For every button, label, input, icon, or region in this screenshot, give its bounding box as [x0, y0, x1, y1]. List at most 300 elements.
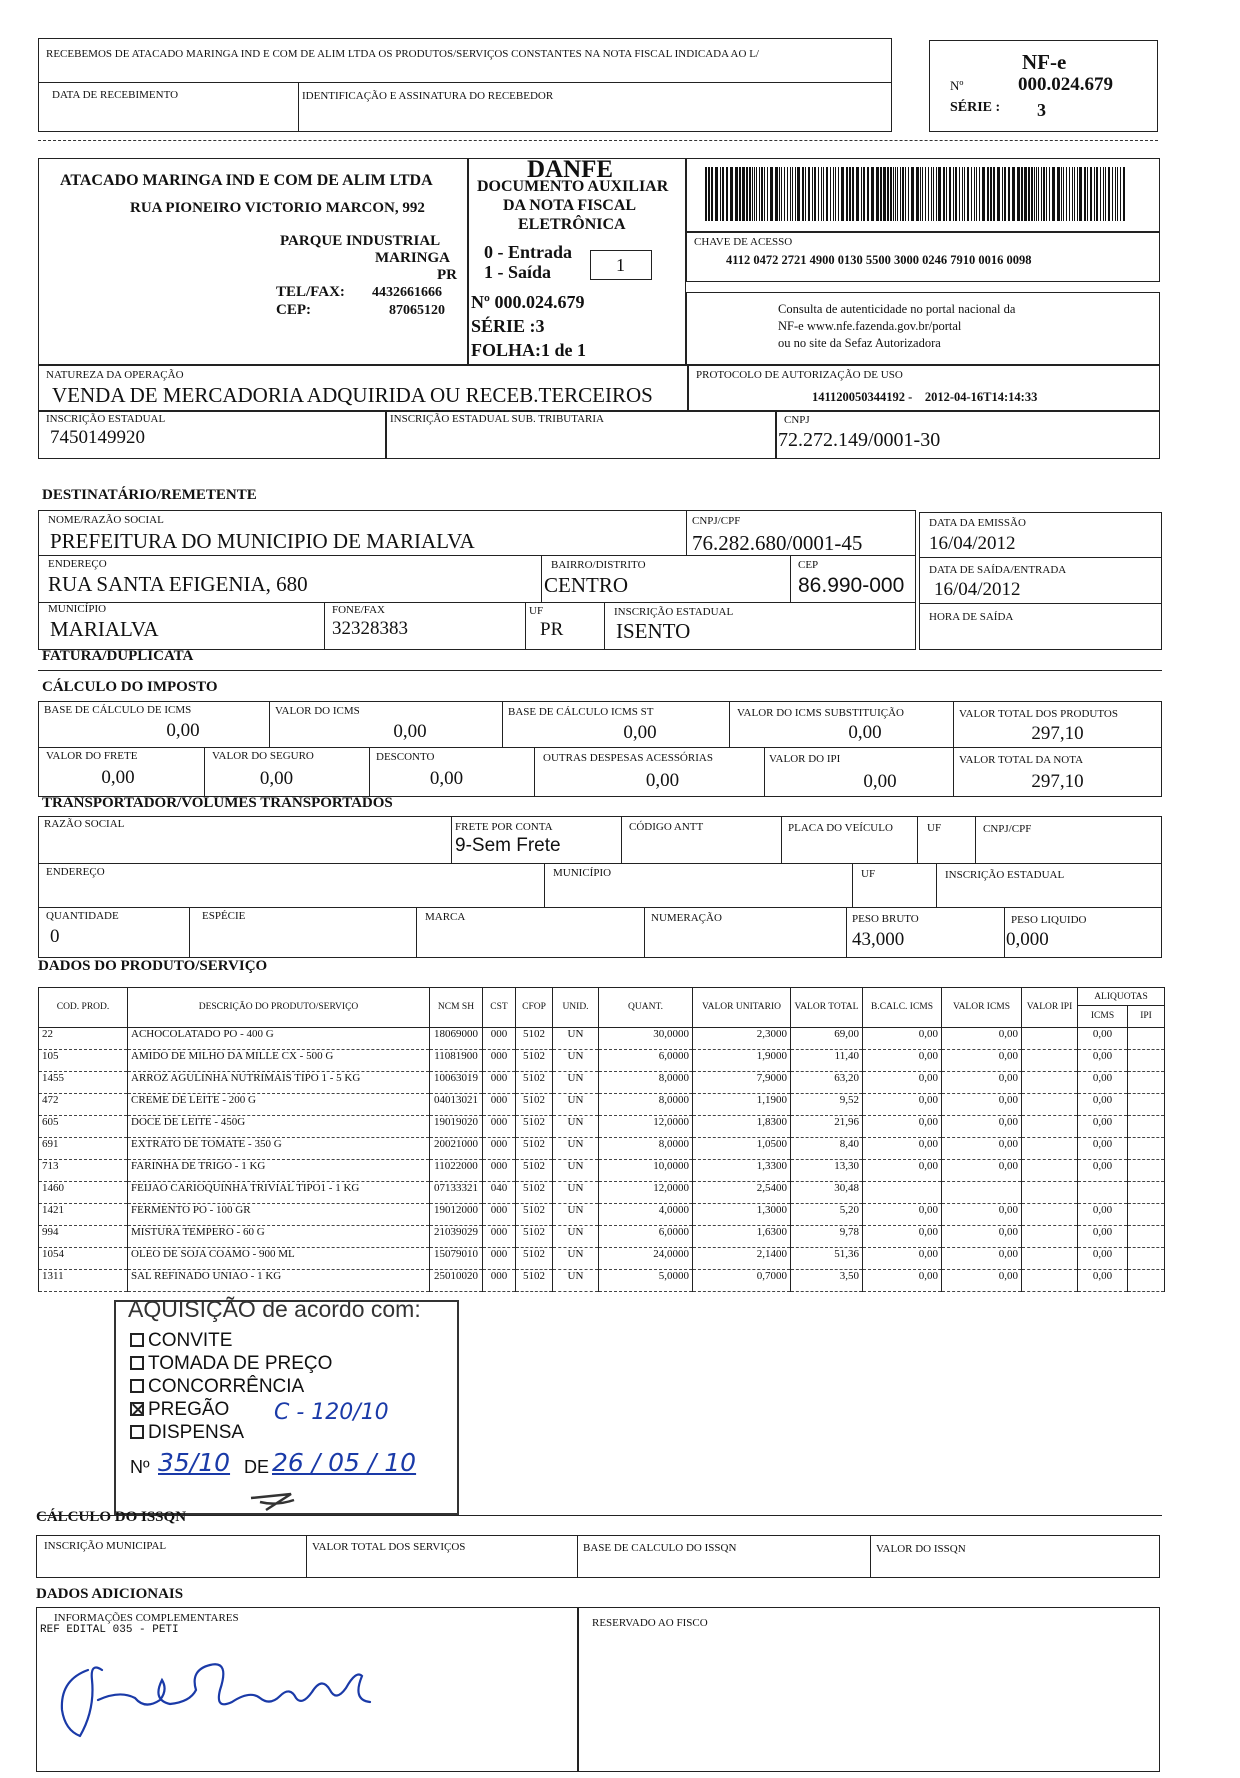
cell-cfop: 5102 — [516, 1182, 553, 1204]
cell-vtotal: 8,40 — [791, 1138, 863, 1160]
issqn-base-label: BASE DE CALCULO DO ISSQN — [583, 1542, 737, 1554]
cell-desc: ARROZ AGULINHA NUTRIMAIS TIPO 1 - 5 KG — [128, 1072, 430, 1094]
barcode-bar — [943, 167, 945, 221]
barcode-bar — [987, 167, 989, 221]
cell-vunit: 0,7000 — [693, 1270, 791, 1292]
barcode-bar — [846, 167, 848, 221]
issqn-im-label: INSCRIÇÃO MUNICIPAL — [44, 1540, 167, 1552]
hdr-vtotal: VALOR TOTAL — [791, 988, 863, 1028]
barcode-bar — [711, 167, 713, 221]
emitente-cidade: MARINGA — [375, 250, 450, 266]
nfe-numero: 000.024.679 — [1018, 74, 1113, 95]
cell-icms: 0,00 — [1078, 1116, 1128, 1138]
cell-vipi — [1022, 1094, 1078, 1116]
cell-ncm: 11081900 — [430, 1050, 483, 1072]
cell-vicms: 0,00 — [942, 1204, 1022, 1226]
barcode-bar — [726, 167, 728, 221]
cell-vunit: 1,6300 — [693, 1226, 791, 1248]
cell-cfop: 5102 — [516, 1072, 553, 1094]
canhoto-recebemos: RECEBEMOS DE ATACADO MARINGA IND E COM DE ALIM LTDA OS PRODUTOS/SERVIÇOS CONSTANTES NA NOTA FISCAL INDICADA AO L/ — [46, 48, 759, 60]
table-row — [39, 1072, 1165, 1094]
cell-icms — [1078, 1182, 1128, 1204]
emitente-cep-label: CEP: — [276, 302, 311, 318]
tr-antt-label: CÓDIGO ANTT — [629, 821, 704, 833]
cell-ncm: 21039029 — [430, 1226, 483, 1248]
cell-ipi — [1128, 1226, 1165, 1248]
hdr-aliq: ALIQUOTAS — [1078, 989, 1164, 1006]
barcode-bar — [920, 167, 921, 221]
barcode-bar — [730, 167, 733, 221]
cell-vicms: 0,00 — [942, 1028, 1022, 1050]
tr-v3 — [781, 816, 782, 863]
barcode-bar — [1021, 167, 1023, 221]
cell-vicms — [942, 1182, 1022, 1204]
barcode-bar — [974, 167, 975, 221]
cell-ncm: 15079010 — [430, 1248, 483, 1270]
hdr-unid: UNID. — [553, 988, 599, 1028]
hdr-cfop: CFOP — [516, 988, 553, 1028]
cell-icms: 0,00 — [1078, 1050, 1128, 1072]
barcode-bar — [1117, 167, 1118, 221]
cell-cod: 1421 — [39, 1204, 128, 1226]
chave-label: CHAVE DE ACESSO — [694, 236, 793, 248]
dest-ie: ISENTO — [616, 619, 691, 643]
cell-cfop: 5102 — [516, 1160, 553, 1182]
saida-label: DATA DE SAÍDA/ENTRADA — [929, 564, 1067, 576]
dest-cep-label: CEP — [798, 559, 819, 571]
dest-v5 — [525, 602, 526, 650]
table-row — [39, 1226, 1165, 1248]
cell-ncm: 11022000 — [430, 1160, 483, 1182]
dest-v2 — [541, 555, 542, 602]
table-row — [39, 1094, 1165, 1116]
barcode-bar — [949, 167, 951, 221]
dest-bairro-label: BAIRRO/DISTRITO — [551, 559, 646, 571]
checkbox-pregao-checked[interactable] — [130, 1402, 144, 1416]
barcode-bar — [871, 167, 874, 221]
hdr-vunit: VALOR UNITARIO — [693, 988, 791, 1028]
total-prod-label: VALOR TOTAL DOS PRODUTOS — [959, 708, 1118, 720]
tr-endereco-label: ENDEREÇO — [46, 866, 105, 878]
cell-desc: OLEO DE SOJA COAMO - 900 ML — [128, 1248, 430, 1270]
tr-peso-bruto-label: PESO BRUTO — [852, 913, 919, 925]
cell-quant: 12,0000 — [599, 1182, 693, 1204]
cell-desc: EXTRATO DE TOMATE - 350 G — [128, 1138, 430, 1160]
cell-vtotal: 69,00 — [791, 1028, 863, 1050]
stamp-date-value: 26 / 05 / 10 — [272, 1448, 417, 1477]
tr-v8 — [936, 863, 937, 907]
issqn-section: CÁLCULO DO ISSQN — [36, 1509, 187, 1525]
canhoto-vdivider — [298, 82, 299, 132]
cell-ipi — [1128, 1116, 1165, 1138]
cell-ncm: 19019020 — [430, 1116, 483, 1138]
cell-icms: 0,00 — [1078, 1226, 1128, 1248]
tr-v2 — [621, 816, 622, 863]
cell-ncm: 10063019 — [430, 1072, 483, 1094]
barcode-bar — [1108, 167, 1110, 221]
cell-cst: 000 — [483, 1116, 516, 1138]
cell-icms: 0,00 — [1078, 1072, 1128, 1094]
cell-ipi — [1128, 1050, 1165, 1072]
dest-row2-line — [38, 602, 916, 603]
danfe-serie: SÉRIE :3 — [471, 316, 545, 336]
barcode-bar — [1112, 167, 1113, 221]
cell-vunit: 1,1900 — [693, 1094, 791, 1116]
emissao-value: 16/04/2012 — [929, 533, 1016, 554]
barcode-bar — [823, 167, 824, 221]
barcode-bar — [890, 167, 892, 221]
cell-cst: 040 — [483, 1182, 516, 1204]
cell-cst: 000 — [483, 1248, 516, 1270]
barcode-bar — [876, 167, 879, 221]
barcode-bar — [852, 167, 854, 221]
barcode-bar — [849, 167, 851, 221]
cell-desc: DOCE DE LEITE - 450G — [128, 1116, 430, 1138]
transportador-section: TRANSPORTADOR/VOLUMES TRANSPORTADOS — [42, 795, 393, 811]
cell-vipi — [1022, 1270, 1078, 1292]
barcode-bar — [833, 167, 834, 221]
cell-quant: 6,0000 — [599, 1050, 693, 1072]
desconto-value: 0,00 — [429, 768, 464, 789]
barcode-bar — [1038, 167, 1039, 221]
saida-value: 16/04/2012 — [934, 579, 1021, 600]
cell-vicms: 0,00 — [942, 1226, 1022, 1248]
stamp-opt-tomada — [130, 1353, 332, 1375]
cell-cst: 000 — [483, 1050, 516, 1072]
cell-vtotal: 5,20 — [791, 1204, 863, 1226]
cell-desc: FARINHA DE TRIGO - 1 KG — [128, 1160, 430, 1182]
barcode-bar — [1115, 167, 1116, 221]
barcode-bar — [715, 167, 718, 221]
cell-quant: 12,0000 — [599, 1116, 693, 1138]
chave-value: 4112 0472 2721 4900 0130 5500 3000 0246 7910 0016 0098 — [726, 253, 1032, 267]
cell-vtotal: 63,20 — [791, 1072, 863, 1094]
cell-vipi — [1022, 1248, 1078, 1270]
cell-unid: UN — [553, 1116, 599, 1138]
cell-bcalc: 0,00 — [863, 1204, 942, 1226]
hdr-cst: CST — [483, 988, 516, 1028]
stamp-no-value: 35/10 — [158, 1448, 231, 1477]
issqn-v2 — [577, 1535, 578, 1578]
stamp-handwritten-ref: C - 120/10 — [274, 1400, 389, 1425]
barcode-bar — [830, 167, 831, 221]
cell-vunit: 2,3000 — [693, 1028, 791, 1050]
cell-vicms: 0,00 — [942, 1050, 1022, 1072]
signature-image — [40, 1640, 380, 1750]
adicionais-section: DADOS ADICIONAIS — [36, 1586, 184, 1602]
dest-endereco-label: ENDEREÇO — [48, 558, 107, 570]
stamp-opt-dispensa-label: DISPENSA — [148, 1422, 245, 1443]
barcode-bar — [997, 167, 1000, 221]
cell-cst: 000 — [483, 1204, 516, 1226]
stamp-opt-convite — [130, 1330, 232, 1352]
barcode-bar — [895, 167, 896, 221]
barcode-bar — [735, 167, 738, 221]
cell-unid: UN — [553, 1204, 599, 1226]
barcode-bar — [812, 167, 813, 221]
barcode-bar — [867, 167, 869, 221]
barcode-bar — [905, 167, 906, 221]
cell-icms: 0,00 — [1078, 1160, 1128, 1182]
cell-unid: UN — [553, 1028, 599, 1050]
cell-unid: UN — [553, 1226, 599, 1248]
tr-uf2-label: UF — [861, 868, 876, 880]
barcode-bar — [1049, 167, 1050, 221]
barcode-bar — [964, 167, 965, 221]
cell-quant: 6,0000 — [599, 1226, 693, 1248]
barcode-bar — [1052, 167, 1055, 221]
valor-icms-label: VALOR DO ICMS — [275, 705, 360, 717]
barcode-bar — [1008, 167, 1010, 221]
barcode-bar — [967, 167, 969, 221]
tr-frete-label: FRETE POR CONTA — [455, 821, 553, 833]
dest-cnpj: 76.282.680/0001-45 — [692, 531, 863, 555]
danfe-entrada: 0 - Entrada — [484, 242, 573, 262]
total-nota-label: VALOR TOTAL DA NOTA — [959, 754, 1084, 766]
barcode-bar — [802, 167, 804, 221]
produtos-header-row — [39, 988, 1165, 1028]
issqn-v3 — [870, 1535, 871, 1578]
cell-bcalc: 0,00 — [863, 1138, 942, 1160]
cell-cfop: 5102 — [516, 1094, 553, 1116]
ipi-value: 0,00 — [863, 771, 897, 792]
cell-vunit: 7,9000 — [693, 1072, 791, 1094]
barcode-bar — [821, 167, 822, 221]
cell-cod: 1311 — [39, 1270, 128, 1292]
barcode-bar — [925, 167, 926, 221]
barcode-bar — [779, 167, 780, 221]
hdr-aliq-ipi: IPI — [1140, 1010, 1152, 1021]
cell-cst: 000 — [483, 1028, 516, 1050]
cell-vipi — [1022, 1160, 1078, 1182]
checkbox-concorrencia[interactable] — [130, 1379, 144, 1393]
barcode-bar — [953, 167, 954, 221]
valor-st-value: 0,00 — [848, 722, 882, 743]
cnpj-emit-label: CNPJ — [784, 414, 810, 426]
datas-line1 — [919, 557, 1162, 558]
barcode-bar — [1031, 167, 1033, 221]
table-row — [39, 1182, 1165, 1204]
dest-nome-label: NOME/RAZÃO SOCIAL — [48, 514, 164, 526]
cell-desc: ACHOCOLATADO PO - 400 G — [128, 1028, 430, 1050]
barcode-bar — [1120, 167, 1121, 221]
outras-value: 0,00 — [645, 770, 680, 791]
emitente-bairro: PARQUE INDUSTRIAL — [280, 233, 441, 249]
barcode-bar — [805, 167, 806, 221]
cell-bcalc: 0,00 — [863, 1160, 942, 1182]
dest-v4 — [324, 602, 325, 650]
cell-vicms: 0,00 — [942, 1116, 1022, 1138]
cell-quant: 5,0000 — [599, 1270, 693, 1292]
danfe-title: DANFE — [527, 156, 614, 183]
frete-label: VALOR DO FRETE — [46, 750, 138, 762]
cell-vipi — [1022, 1204, 1078, 1226]
issqn-top-line — [38, 1515, 1162, 1516]
barcode-bar — [781, 167, 782, 221]
barcode-bar — [1061, 167, 1062, 221]
protocolo-value: 141120050344192 - 2012-04-16T14:14:33 — [812, 390, 1038, 404]
valor-st-label: VALOR DO ICMS SUBSTITUIÇÃO — [737, 707, 904, 719]
barcode-bar — [955, 167, 957, 221]
hdr-cod: COD. PROD. — [39, 988, 128, 1028]
cell-ncm: 07133321 — [430, 1182, 483, 1204]
dest-nome: PREFEITURA DO MUNICIPIO DE MARIALVA — [50, 529, 475, 553]
barcode-bar — [749, 167, 751, 221]
danfe-numero: Nº 000.024.679 — [471, 292, 585, 312]
emitente-nome: ATACADO MARINGA IND E COM DE ALIM LTDA — [60, 172, 433, 189]
hdr-ncm: NCM SH — [430, 988, 483, 1028]
barcode-bar — [946, 167, 947, 221]
base-st-label: BASE DE CÁLCULO ICMS ST — [508, 706, 654, 718]
tr-v10 — [416, 907, 417, 958]
barcode-bar — [756, 167, 757, 221]
cell-vipi — [1022, 1072, 1078, 1094]
barcode-bar — [708, 167, 710, 221]
cell-desc: FEIJAO CARIOQUINHA TRIVIAL TIPO1 - 1 KG — [128, 1182, 430, 1204]
barcode-bar — [1043, 167, 1045, 221]
natureza-label: NATUREZA DA OPERAÇÃO — [46, 369, 184, 381]
tr-v13 — [1004, 907, 1005, 958]
cell-vicms: 0,00 — [942, 1138, 1022, 1160]
cell-icms: 0,00 — [1078, 1204, 1128, 1226]
cell-vipi — [1022, 1050, 1078, 1072]
cell-bcalc: 0,00 — [863, 1248, 942, 1270]
table-row — [39, 1028, 1165, 1050]
base-st-value: 0,00 — [623, 722, 657, 743]
tr-razao-label: RAZÃO SOCIAL — [44, 818, 125, 830]
cell-cst: 000 — [483, 1226, 516, 1248]
checkbox-convite[interactable] — [130, 1333, 144, 1347]
imposto-section: CÁLCULO DO IMPOSTO — [42, 679, 218, 695]
barcode-bar — [838, 167, 839, 221]
consulta-line3: ou no site da Sefaz Autorizadora — [778, 336, 941, 350]
cell-cfop: 5102 — [516, 1248, 553, 1270]
danfe-sub3: ELETRÔNICA — [518, 216, 626, 233]
cnpj-emit-value: 72.272.149/0001-30 — [778, 429, 941, 451]
tr-placa-label: PLACA DO VEÍCULO — [788, 822, 893, 834]
checkbox-tomada[interactable] — [130, 1356, 144, 1370]
cell-vunit: 1,0500 — [693, 1138, 791, 1160]
cell-vunit: 1,9000 — [693, 1050, 791, 1072]
cell-bcalc: 0,00 — [863, 1072, 942, 1094]
outras-label: OUTRAS DESPESAS ACESSÓRIAS — [543, 752, 713, 764]
cell-desc: FERMENTO PO - 100 GR — [128, 1204, 430, 1226]
barcode-bar — [928, 167, 929, 221]
issqn-servicos-label: VALOR TOTAL DOS SERVIÇOS — [312, 1541, 466, 1553]
stamp-opt-tomada-label: TOMADA DE PREÇO — [148, 1353, 333, 1374]
cell-vunit: 2,5400 — [693, 1182, 791, 1204]
cell-ipi — [1128, 1182, 1165, 1204]
barcode-bar — [739, 167, 741, 221]
barcode-bar — [931, 167, 932, 221]
barcode-bar — [883, 167, 886, 221]
dest-bairro: CENTRO — [544, 573, 628, 597]
tr-uf-label: UF — [927, 822, 942, 834]
barcode-bar — [746, 167, 748, 221]
canhoto-divider — [38, 82, 892, 83]
cell-bcalc: 0,00 — [863, 1226, 942, 1248]
danfe-tipo: 1 — [616, 255, 625, 275]
emitente-tel: 4432661666 — [372, 285, 442, 300]
dest-municipio: MARIALVA — [50, 617, 159, 641]
barcode-bar — [1103, 167, 1104, 221]
cell-quant: 24,0000 — [599, 1248, 693, 1270]
cell-vipi — [1022, 1182, 1078, 1204]
tr-municipio-label: MUNICÍPIO — [553, 867, 612, 879]
fisco-box — [578, 1607, 1160, 1772]
fatura-line — [38, 670, 1162, 671]
hdr-aliquotas — [1078, 988, 1165, 1028]
barcode-bar — [1036, 167, 1037, 221]
produtos-table — [38, 987, 1165, 1292]
nfe-serie-label: SÉRIE : — [950, 100, 1001, 115]
barcode-bar — [916, 167, 919, 221]
valor-icms-value: 0,00 — [393, 721, 427, 742]
cell-vicms: 0,00 — [942, 1270, 1022, 1292]
barcode-bar — [900, 167, 901, 221]
hdr-vipi: VALOR IPI — [1022, 988, 1078, 1028]
cell-vipi — [1022, 1116, 1078, 1138]
barcode-bar — [764, 167, 765, 221]
cell-vicms: 0,00 — [942, 1072, 1022, 1094]
cell-cst: 000 — [483, 1138, 516, 1160]
barcode-bar — [1069, 167, 1070, 221]
barcode-bar — [922, 167, 923, 221]
barcode-bar — [818, 167, 819, 221]
nfe-serie: 3 — [1037, 100, 1046, 120]
barcode-bar — [933, 167, 934, 221]
cell-cod: 105 — [39, 1050, 128, 1072]
emitente-cep: 87065120 — [389, 303, 445, 318]
cell-bcalc: 0,00 — [863, 1028, 942, 1050]
barcode-bar — [959, 167, 960, 221]
cell-cfop: 5102 — [516, 1270, 553, 1292]
protocolo-label: PROTOCOLO DE AUTORIZAÇÃO DE USO — [696, 369, 903, 381]
cell-unid: UN — [553, 1248, 599, 1270]
barcode-bar — [754, 167, 755, 221]
danfe-folha: FOLHA:1 de 1 — [471, 340, 586, 360]
cell-vipi — [1022, 1138, 1078, 1160]
destinatario-section: DESTINATÁRIO/REMETENTE — [42, 487, 257, 503]
cell-desc: SAL REFINADO UNIAO - 1 KG — [128, 1270, 430, 1292]
cell-cod: 472 — [39, 1094, 128, 1116]
cell-cod: 1054 — [39, 1248, 128, 1270]
cell-bcalc: 0,00 — [863, 1270, 942, 1292]
total-nota-value: 297,10 — [1031, 771, 1084, 792]
cell-unid: UN — [553, 1138, 599, 1160]
emitente-tel-label: TEL/FAX: — [276, 284, 345, 300]
cell-ipi — [1128, 1248, 1165, 1270]
cell-icms: 0,00 — [1078, 1138, 1128, 1160]
dest-cep: 86.990-000 — [798, 574, 905, 597]
cell-vicms: 0,00 — [942, 1248, 1022, 1270]
info-value: REF EDITAL 035 - PETI — [40, 1624, 179, 1636]
barcode-bar — [863, 167, 865, 221]
tr-qtd-label: QUANTIDADE — [46, 910, 119, 922]
cell-vtotal: 11,40 — [791, 1050, 863, 1072]
checkbox-dispensa[interactable] — [130, 1425, 144, 1439]
cell-ncm: 25010020 — [430, 1270, 483, 1292]
cell-vtotal: 9,52 — [791, 1094, 863, 1116]
cell-cod: 691 — [39, 1138, 128, 1160]
nfe-title: NF-e — [1022, 50, 1067, 74]
barcode-image — [705, 167, 1125, 221]
barcode-bar — [902, 167, 904, 221]
barcode-bar — [938, 167, 941, 221]
barcode-bar — [1096, 167, 1098, 221]
tr-cnpj-label: CNPJ/CPF — [983, 823, 1032, 835]
cell-vtotal: 3,50 — [791, 1270, 863, 1292]
